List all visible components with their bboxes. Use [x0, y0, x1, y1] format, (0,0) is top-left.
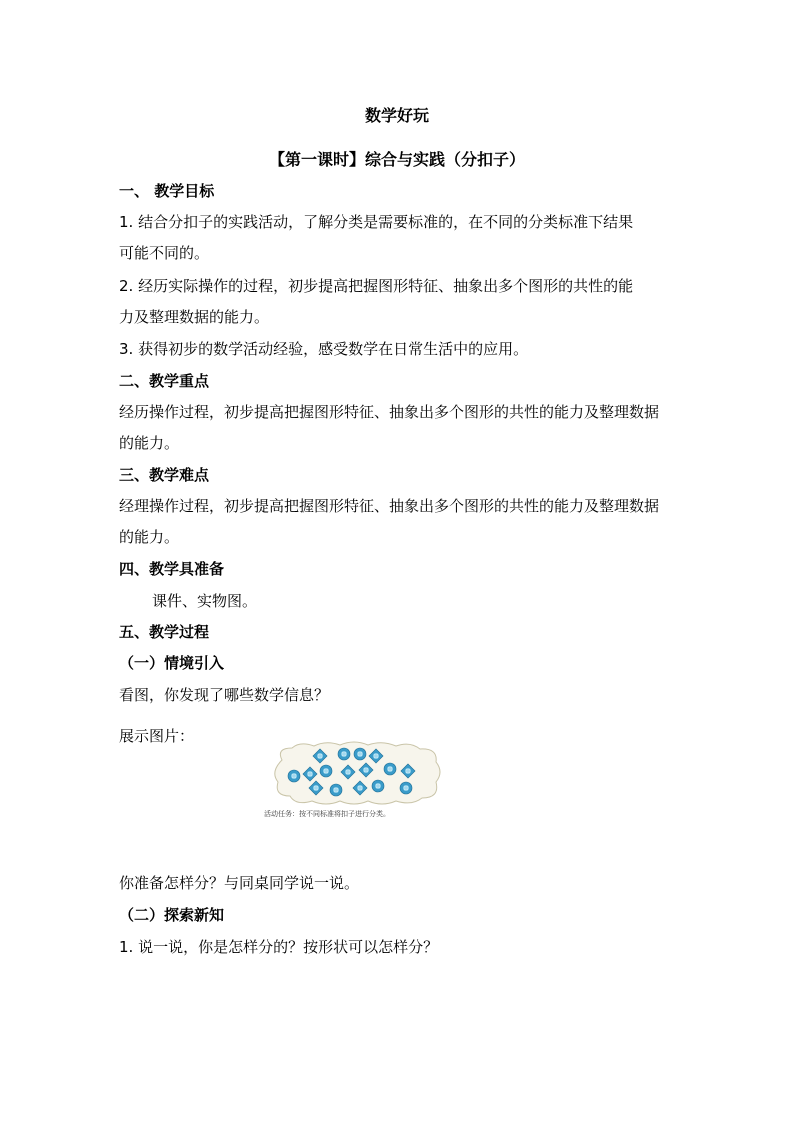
buttons-illustration — [270, 740, 444, 808]
lesson-subtitle: 【第一课时】综合与实践（分扣子） — [268, 150, 525, 169]
goal-item-1-line-2: 可能不同的。 — [119, 244, 210, 262]
section-heading-process: 五、教学过程 — [119, 623, 210, 641]
section-heading-difficulties: 三、教学难点 — [119, 466, 210, 484]
explore-question-1: 1. 说一说，你是怎样分的？按形状可以怎样分？ — [119, 938, 439, 956]
section-heading-materials: 四、教学具准备 — [119, 560, 225, 578]
round-button-icon — [400, 782, 412, 794]
materials-line: 课件、实物图。 — [152, 592, 258, 610]
intro-question: 看图，你发现了哪些数学信息？ — [119, 686, 330, 704]
round-button-icon — [288, 770, 300, 782]
key-points-line-1: 经历操作过程，初步提高把握图形特征、抽象出多个图形的共性的能力及整理数据 — [119, 403, 660, 421]
section-heading-key-points: 二、教学重点 — [119, 372, 210, 390]
subsection-heading-intro: （一）情境引入 — [119, 654, 225, 672]
round-button-icon — [354, 748, 366, 760]
difficulties-line-2: 的能力。 — [119, 528, 180, 546]
document-title: 数学好玩 — [364, 106, 429, 125]
goal-item-3: 3. 获得初步的数学活动经验，感受数学在日常生活中的应用。 — [119, 340, 529, 358]
round-button-icon — [320, 765, 332, 777]
goal-item-2-line-2: 力及整理数据的能力。 — [119, 308, 270, 326]
round-button-icon — [338, 748, 350, 760]
subsection-heading-explore: （二）探索新知 — [119, 906, 225, 924]
round-button-icon — [372, 780, 384, 792]
round-button-icon — [384, 763, 396, 775]
difficulties-line-1: 经理操作过程，初步提高把握图形特征、抽象出多个图形的共性的能力及整理数据 — [119, 497, 660, 515]
section-heading-goals: 一、 教学目标 — [119, 182, 215, 200]
round-button-icon — [330, 784, 342, 796]
goal-item-2-line-1: 2. 经历实际操作的过程，初步提高把握图形特征、抽象出多个图形的共性的能 — [119, 277, 634, 295]
key-points-line-2: 的能力。 — [119, 434, 180, 452]
show-picture-label: 展示图片： — [119, 727, 195, 745]
figure-caption: 活动任务：按不同标准将扣子进行分类。 — [264, 810, 390, 818]
goal-item-1-line-1: 1. 结合分扣子的实践活动，了解分类是需要标准的，在不同的分类标准下结果 — [119, 213, 634, 231]
discussion-prompt: 你准备怎样分？与同桌同学说一说。 — [119, 874, 360, 892]
